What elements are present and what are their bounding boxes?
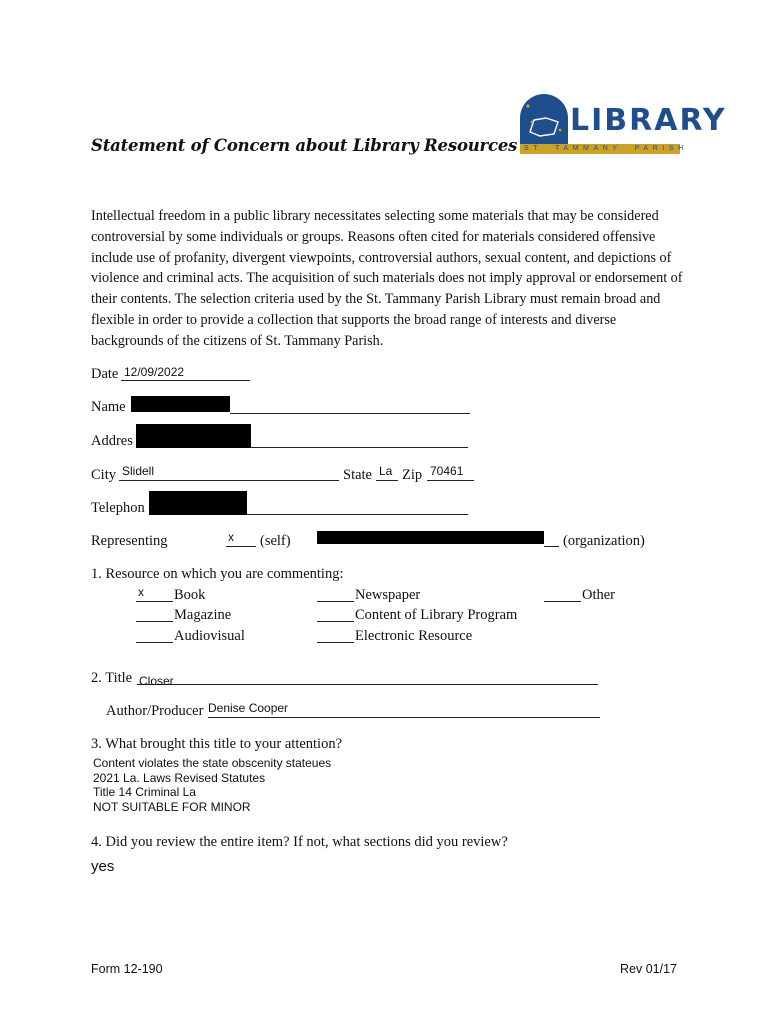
logo-subtitle: ST TAMMANY PARISH [524,145,688,152]
newspaper-checkbox[interactable] [317,585,354,602]
self-mark: x [228,530,234,544]
title-value: Closer [139,674,174,688]
organization-redaction [317,531,544,544]
magazine-label: Magazine [174,607,232,623]
zip-label: Zip [402,467,423,483]
q3-answer-line: Title 14 Criminal La [93,785,196,799]
author-field[interactable] [208,701,600,718]
name-redaction [131,396,230,412]
author-label: Author/Producer [106,703,204,719]
electronic-checkbox[interactable] [317,626,354,643]
page-title: Statement of Concern about Library Resources [91,136,518,155]
book-label: Book [174,587,206,603]
organization-field[interactable] [544,530,559,547]
audiovisual-label: Audiovisual [174,628,245,644]
address-redaction [136,424,251,448]
representing-label: Representing [91,533,168,549]
q3-answer[interactable] [93,756,331,814]
q1-label: 1. Resource on which you are commenting: [91,566,344,582]
state-label: State [343,467,372,483]
q2-title-label: 2. Title [91,670,133,686]
form-number: Form 12-190 [91,962,163,976]
telephone-redaction [149,491,247,515]
q4-answer[interactable]: yes [91,858,115,875]
other-label: Other [582,587,616,603]
q3-label: 3. What brought this title to your attention? [91,736,343,752]
library-logo [518,92,727,158]
other-checkbox[interactable] [544,585,581,602]
organization-label: (organization) [563,533,645,549]
city-field[interactable] [119,464,339,481]
address-label: Addres [91,433,133,449]
q4-label: 4. Did you review the entire item? If not, what sections did you review? [91,834,508,850]
book-checkbox[interactable] [136,585,173,602]
self-label: (self) [260,533,291,549]
telephone-label: Telephon [91,500,145,516]
q3-answer-line: 2021 La. Laws Revised Statutes [93,770,266,785]
date-field[interactable] [121,364,250,381]
author-value: Denise Cooper [208,701,289,715]
logo-word: LIBRARY [570,103,727,138]
title-field[interactable] [137,668,598,688]
telephone-field[interactable] [247,498,468,515]
magazine-checkbox[interactable] [136,605,173,622]
city-label: City [91,467,116,483]
program-label: Content of Library Program [355,607,518,623]
newspaper-label: Newspaper [355,587,421,603]
zip-field[interactable] [427,464,474,481]
zip-value: 70461 [430,464,464,478]
logo-band [520,144,688,154]
name-field[interactable] [230,397,470,414]
city-value: Slidell [122,464,155,478]
state-value: La [379,464,393,478]
self-field[interactable] [226,530,256,547]
book-mark: x [138,585,144,599]
audiovisual-checkbox[interactable] [136,626,173,643]
q3-answer-line: Content violates the state obscenity stateues [93,756,332,770]
logo-arch-icon [518,92,570,144]
intro-paragraph: Intellectual freedom in a public library necessitates selecting some materials that may be considered controversial by some individuals or groups. Reasons often cited for materials considered offensive include use of profanity, divergent viewpoints, controversial authors, sexual content, and depictions of violence and criminal acts. The acquisition of such materials does not imply approval or endorsement of their contents. The selection criteria used by the St. Tammany Parish Library must remain broad and flexible in order to provide a collection that supports the broad range of interests and diverse backgrounds of the citizens of St. Tammany Parish. [91,208,683,349]
address-field[interactable] [251,431,468,448]
date-value: 12/09/2022 [124,365,185,379]
date-label: Date [91,366,119,382]
state-field[interactable] [376,464,398,481]
program-checkbox[interactable] [317,605,354,622]
q3-answer-line: NOT SUITABLE FOR MINOR [93,799,251,814]
revision: Rev 01/17 [620,962,677,976]
name-label: Name [91,399,126,415]
electronic-label: Electronic Resource [355,628,473,644]
